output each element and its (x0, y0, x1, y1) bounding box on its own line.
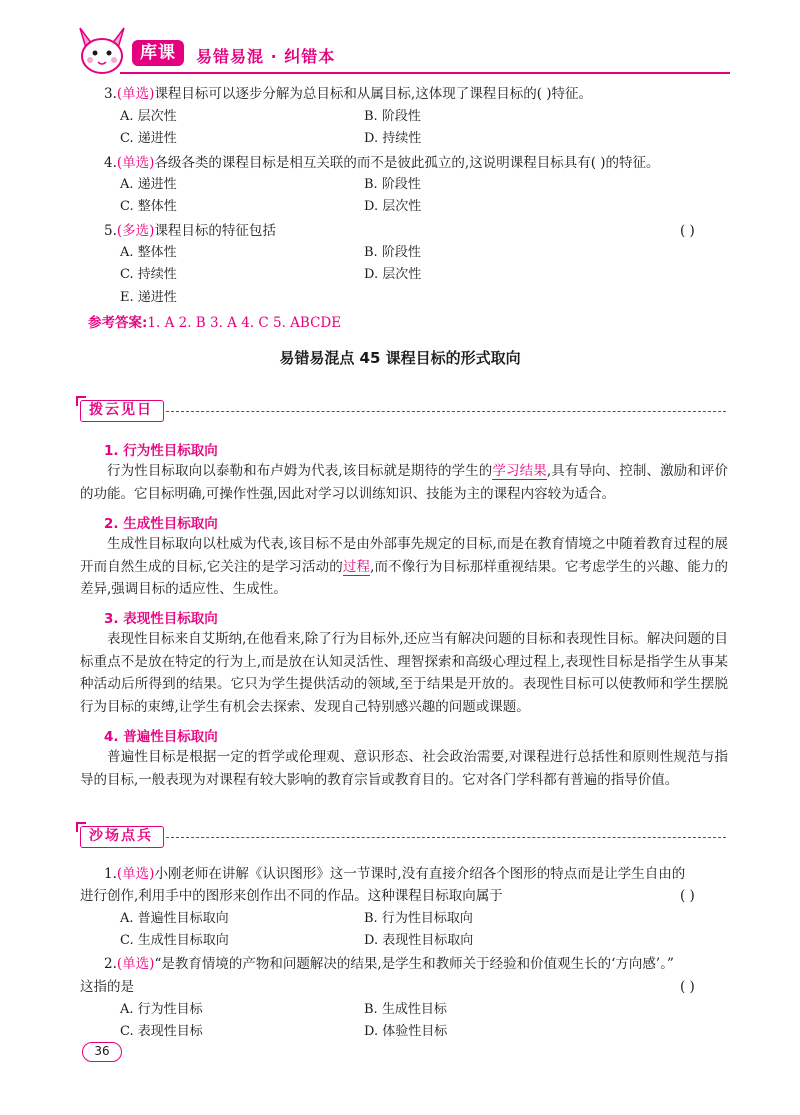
option: B. 阶段性 (364, 109, 421, 124)
point-paragraph (80, 628, 728, 718)
question-number: 3. (104, 86, 117, 102)
dashed-divider (166, 411, 726, 412)
point-paragraph (80, 533, 728, 601)
question-number: 5. (104, 223, 117, 239)
question-text: 课程目标的特征包括 (154, 223, 276, 239)
option: C. 表现性目标 (120, 1024, 203, 1039)
badge-knowledge: 拨云见日 (80, 400, 164, 422)
option: B. 阶段性 (364, 245, 421, 260)
paragraph-text: 生成性目标取向以杜威为代表,该目标不是由外部事先规定的目标,而是在教育情境之中随着教育过程的展开而自然生成的目标,它关注的是学习活动的 (80, 536, 728, 575)
question-text: 课程目标可以逐步分解为总目标和从属目标,这体现了课程目标的( )特征。 (154, 86, 593, 102)
paragraph-text: 表现性目标来自艾斯纳,在他看来,除了行为目标外,还应当有解决问题的目标和表现性目标。解决问题的目标重点不是放在特定的行为上,而是放在认知灵活性、理智探索和高级心理过程上,表现性目标是指学生从事某种活动后所得到的结果。它只为学生提供活动的领域,至于结果是开放的。表现性目标可以使教师和学生摆脱行为目标的束缚,让学生有机会去探索、发现自己特别感兴趣的问题或课题。 (80, 631, 728, 715)
question-5 (104, 221, 276, 241)
point-heading: 1. 行为性目标取向 (104, 443, 218, 459)
option: D. 层次性 (364, 199, 422, 214)
dashed-divider (166, 837, 726, 838)
badge-practice: 沙场点兵 (80, 826, 164, 848)
point-paragraph (80, 746, 728, 791)
answer-text: 1. A 2. B 3. A 4. C 5. ABCDE (147, 315, 342, 331)
option: B. 行为性目标取向 (364, 911, 473, 926)
question-text: 各级各类的课程目标是相互关联的而不是彼此孤立的,这说明课程目标具有( )的特征。 (154, 155, 660, 171)
option: C. 持续性 (120, 267, 177, 282)
paragraph-text: 普遍性目标是根据一定的哲学或伦理观、意识形态、社会政治需要,对课程进行总括性和原则性规范与指导的目标,一般表现为对课程有较大影响的教育宗旨或教育目的。它对各门学科都有普遍的指导价值。 (80, 749, 728, 788)
header-title: 易错易混 · 纠错本 (196, 47, 336, 66)
answer-label: 参考答案: (88, 315, 148, 331)
page-header (0, 0, 800, 80)
option: A. 行为性目标 (120, 1002, 203, 1017)
question-text: 小刚老师在讲解《认识图形》这一节课时,没有直接介绍各个图形的特点而是让学生自由的 (154, 866, 686, 882)
question-text-continued: 进行创作,利用手中的图形来创作出不同的作品。这种课程目标取向属于 (80, 888, 503, 904)
option: B. 生成性目标 (364, 1002, 447, 1017)
question-type-tag: (单选) (116, 866, 155, 882)
question-3 (104, 84, 592, 104)
point-heading: 4. 普遍性目标取向 (104, 729, 218, 745)
option: A. 普遍性目标取向 (120, 911, 229, 926)
question-number: 1. (104, 866, 117, 882)
option: A. 递进性 (120, 177, 177, 192)
point-heading: 3. 表现性目标取向 (104, 611, 218, 627)
question-type-tag: (单选) (116, 155, 155, 171)
option: E. 递进性 (120, 290, 177, 305)
question-type-tag: (单选) (116, 86, 155, 102)
point-paragraph (80, 460, 728, 505)
option: D. 体验性目标 (364, 1024, 448, 1039)
question-type-tag: (多选) (116, 223, 155, 239)
practice-question-1 (104, 864, 685, 884)
reference-answer (88, 311, 341, 331)
option: B. 阶段性 (364, 177, 421, 192)
question-type-tag: (单选) (116, 956, 155, 972)
brand-logo: 库课 (132, 40, 184, 66)
practice-question-2 (104, 954, 674, 974)
option: A. 层次性 (120, 109, 177, 124)
section-title: 易错易混点 45 课程目标的形式取向 (279, 349, 521, 367)
point-heading: 2. 生成性目标取向 (104, 516, 218, 532)
header-divider (120, 72, 730, 74)
option: C. 整体性 (120, 199, 177, 214)
question-number: 4. (104, 155, 117, 171)
answer-blank: ( ) (680, 223, 695, 239)
paragraph-text: ,具有导向、控制、激励和评价的功能。它目标明确,可操作性强,因此对学习以训练知识、技能为主的课程内容较为适合。 (80, 463, 729, 502)
paragraph-text: ,而不像行为目标那样重视结果。它考虑学生的兴趣、能力的差异,强调目标的适应性、生成性。 (80, 558, 729, 597)
question-text-continued: 这指的是 (80, 979, 134, 995)
option: C. 递进性 (120, 131, 177, 146)
question-4 (104, 153, 660, 173)
answer-blank: ( ) (680, 979, 695, 995)
option: A. 整体性 (120, 245, 177, 260)
paragraph-text: 行为性目标取向以泰勒和布卢姆为代表,该目标就是期待的学生的 (107, 463, 493, 479)
page-number: 36 (82, 1042, 122, 1062)
option: D. 层次性 (364, 267, 422, 282)
question-number: 2. (104, 956, 117, 972)
option: D. 表现性目标取向 (364, 933, 474, 948)
highlighted-term: 学习结果 (492, 463, 547, 479)
option: C. 生成性目标取向 (120, 933, 229, 948)
answer-blank: ( ) (680, 888, 695, 904)
highlighted-term: 过程 (342, 558, 371, 575)
question-text: “是教育情境的产物和问题解决的结果,是学生和教师关于经验和价值观生长的‘方向感’。” (154, 956, 674, 972)
option: D. 持续性 (364, 131, 422, 146)
